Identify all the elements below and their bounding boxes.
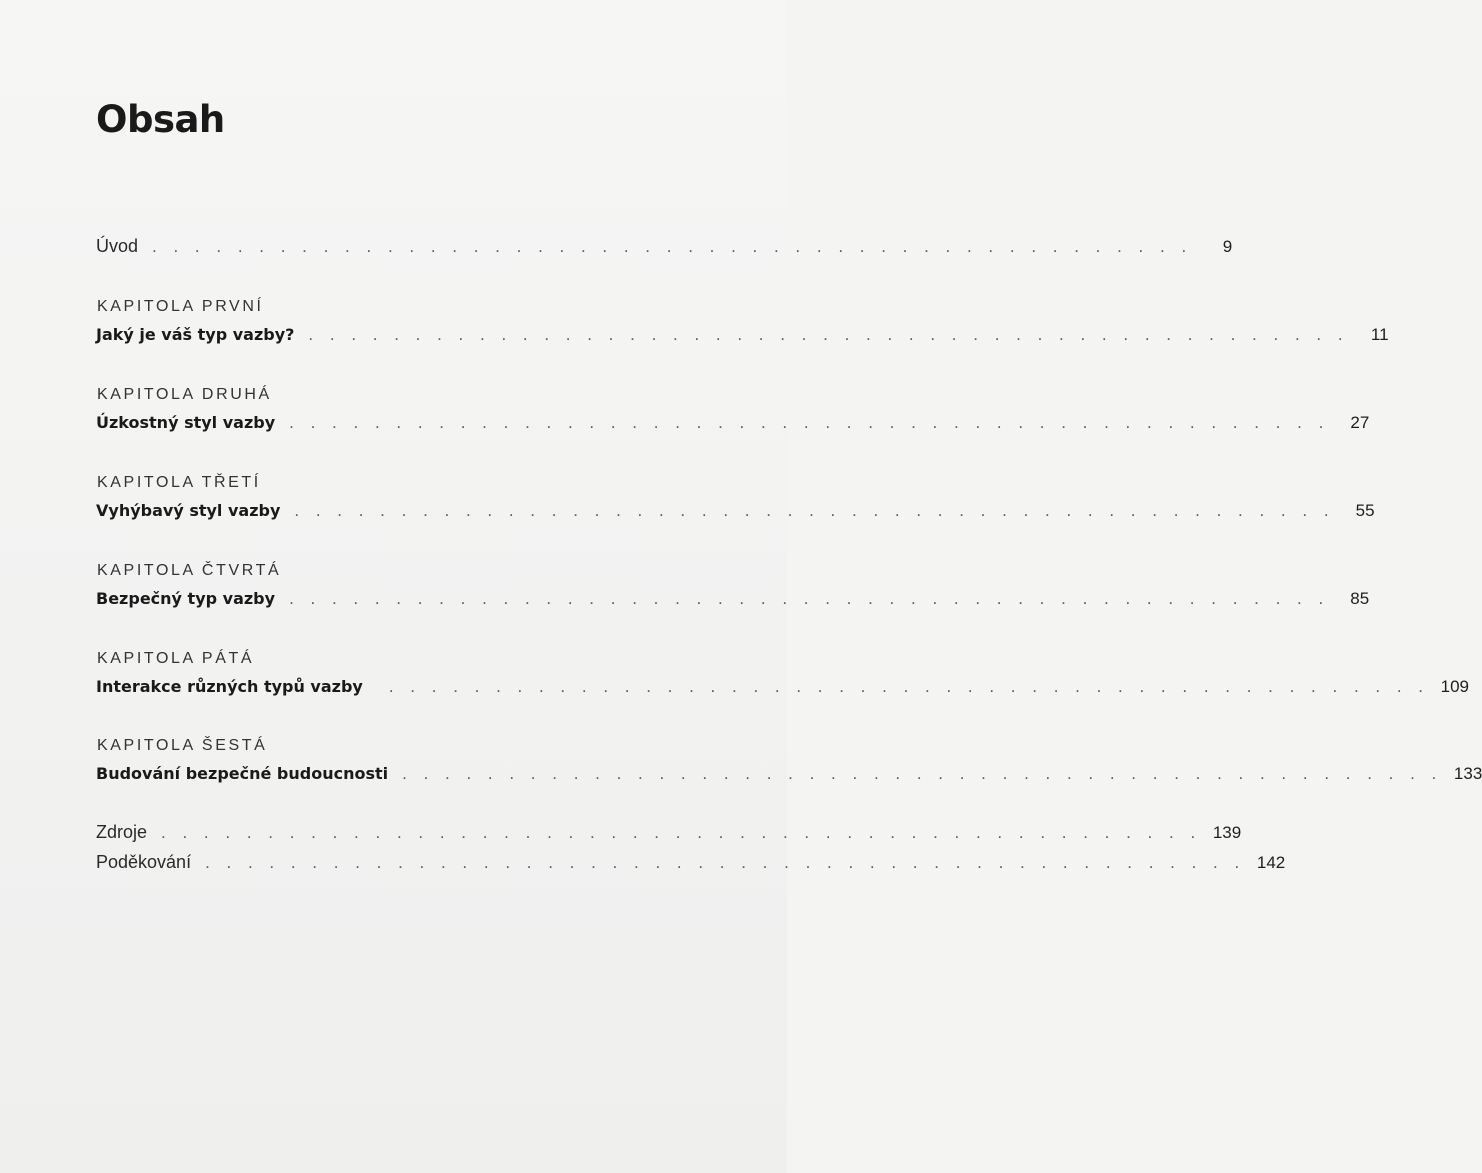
- dot-leader: . . . . . . . . . . . . . . . . . . . . . . . . . . . . . . . . . . . . . . . . . . . . . . . . .: [161, 823, 1202, 842]
- dot-leader: . . . . . . . . . . . . . . . . . . . . . . . . . . . . . . . . . . . . . . . . . . . . . . . . .: [205, 853, 1246, 872]
- toc-entry-sources: [96, 822, 1242, 846]
- toc-entry-chapter-2: [96, 413, 1370, 437]
- toc-entry-label: Úvod: [96, 236, 139, 256]
- toc-entry-chapter-3: [96, 501, 1375, 525]
- dot-leader: . . . . . . . . . . . . . . . . . . . . . . . . . . . . . . . . . . . . . . . . . . . . . . . . .: [308, 325, 1349, 344]
- dot-leader: . . . . . . . . . . . . . . . . . . . . . . . . . . . . . . . . . . . . . . . . . . . . . . . . .: [402, 764, 1443, 783]
- toc-page-number: 133: [1453, 764, 1482, 783]
- dot-leader: . . . . . . . . . . . . . . . . . . . . . . . . . . . . . . . . . . . . . . . . . . . . . . . . .: [388, 677, 1430, 696]
- toc-page-number: 109: [1440, 677, 1470, 696]
- toc-page-number: 11: [1370, 325, 1389, 344]
- chapter-kicker: KAPITOLA DRUHÁ: [97, 386, 272, 403]
- toc-entry-intro: [96, 236, 1233, 260]
- toc-entry-label: Jaký je váš typ vazby?: [96, 325, 295, 344]
- toc-page-number: 139: [1212, 823, 1242, 842]
- toc-entry-label: Úzkostný styl vazby: [96, 413, 276, 432]
- page-title: Obsah: [96, 98, 225, 141]
- toc-entry-chapter-5: [96, 677, 1470, 701]
- toc-entry-label: Vyhýbavý styl vazby: [96, 501, 281, 520]
- toc-entry-chapter-6: [96, 764, 1482, 788]
- toc-page-number: 55: [1355, 501, 1375, 520]
- dot-leader: . . . . . . . . . . . . . . . . . . . . . . . . . . . . . . . . . . . . . . . . . . . . . . . . .: [152, 237, 1193, 256]
- chapter-kicker: KAPITOLA ČTVRTÁ: [97, 562, 282, 579]
- dot-leader: . . . . . . . . . . . . . . . . . . . . . . . . . . . . . . . . . . . . . . . . . . . . . . . . .: [289, 413, 1330, 432]
- toc-page-number: 9: [1222, 237, 1233, 256]
- dot-leader: . . . . . . . . . . . . . . . . . . . . . . . . . . . . . . . . . . . . . . . . . . . . . . . . .: [294, 501, 1335, 520]
- toc-page-number: 27: [1350, 413, 1370, 432]
- chapter-kicker: KAPITOLA ŠESTÁ: [97, 737, 268, 754]
- toc-entry-label: Interakce různých typů vazby: [96, 677, 363, 696]
- toc-entry-label: Budování bezpečné budoucnosti: [96, 764, 389, 783]
- toc-entry-label: Poděkování: [96, 852, 192, 872]
- toc-entry-chapter-1: [96, 325, 1389, 349]
- toc-page-number: 142: [1256, 853, 1286, 872]
- chapter-kicker: KAPITOLA PÁTÁ: [97, 650, 255, 667]
- dot-leader: . . . . . . . . . . . . . . . . . . . . . . . . . . . . . . . . . . . . . . . . . . . . . . . . .: [289, 589, 1330, 608]
- chapter-kicker: KAPITOLA TŘETÍ: [97, 474, 261, 491]
- toc-entry-label: Zdroje: [96, 822, 148, 842]
- toc-entry-label: Bezpečný typ vazby: [96, 589, 276, 608]
- toc-page-number: 85: [1350, 589, 1370, 608]
- chapter-kicker: KAPITOLA PRVNÍ: [97, 298, 264, 315]
- toc-entry-chapter-4: [96, 589, 1370, 613]
- toc-entry-acknowledgements: [96, 852, 1286, 876]
